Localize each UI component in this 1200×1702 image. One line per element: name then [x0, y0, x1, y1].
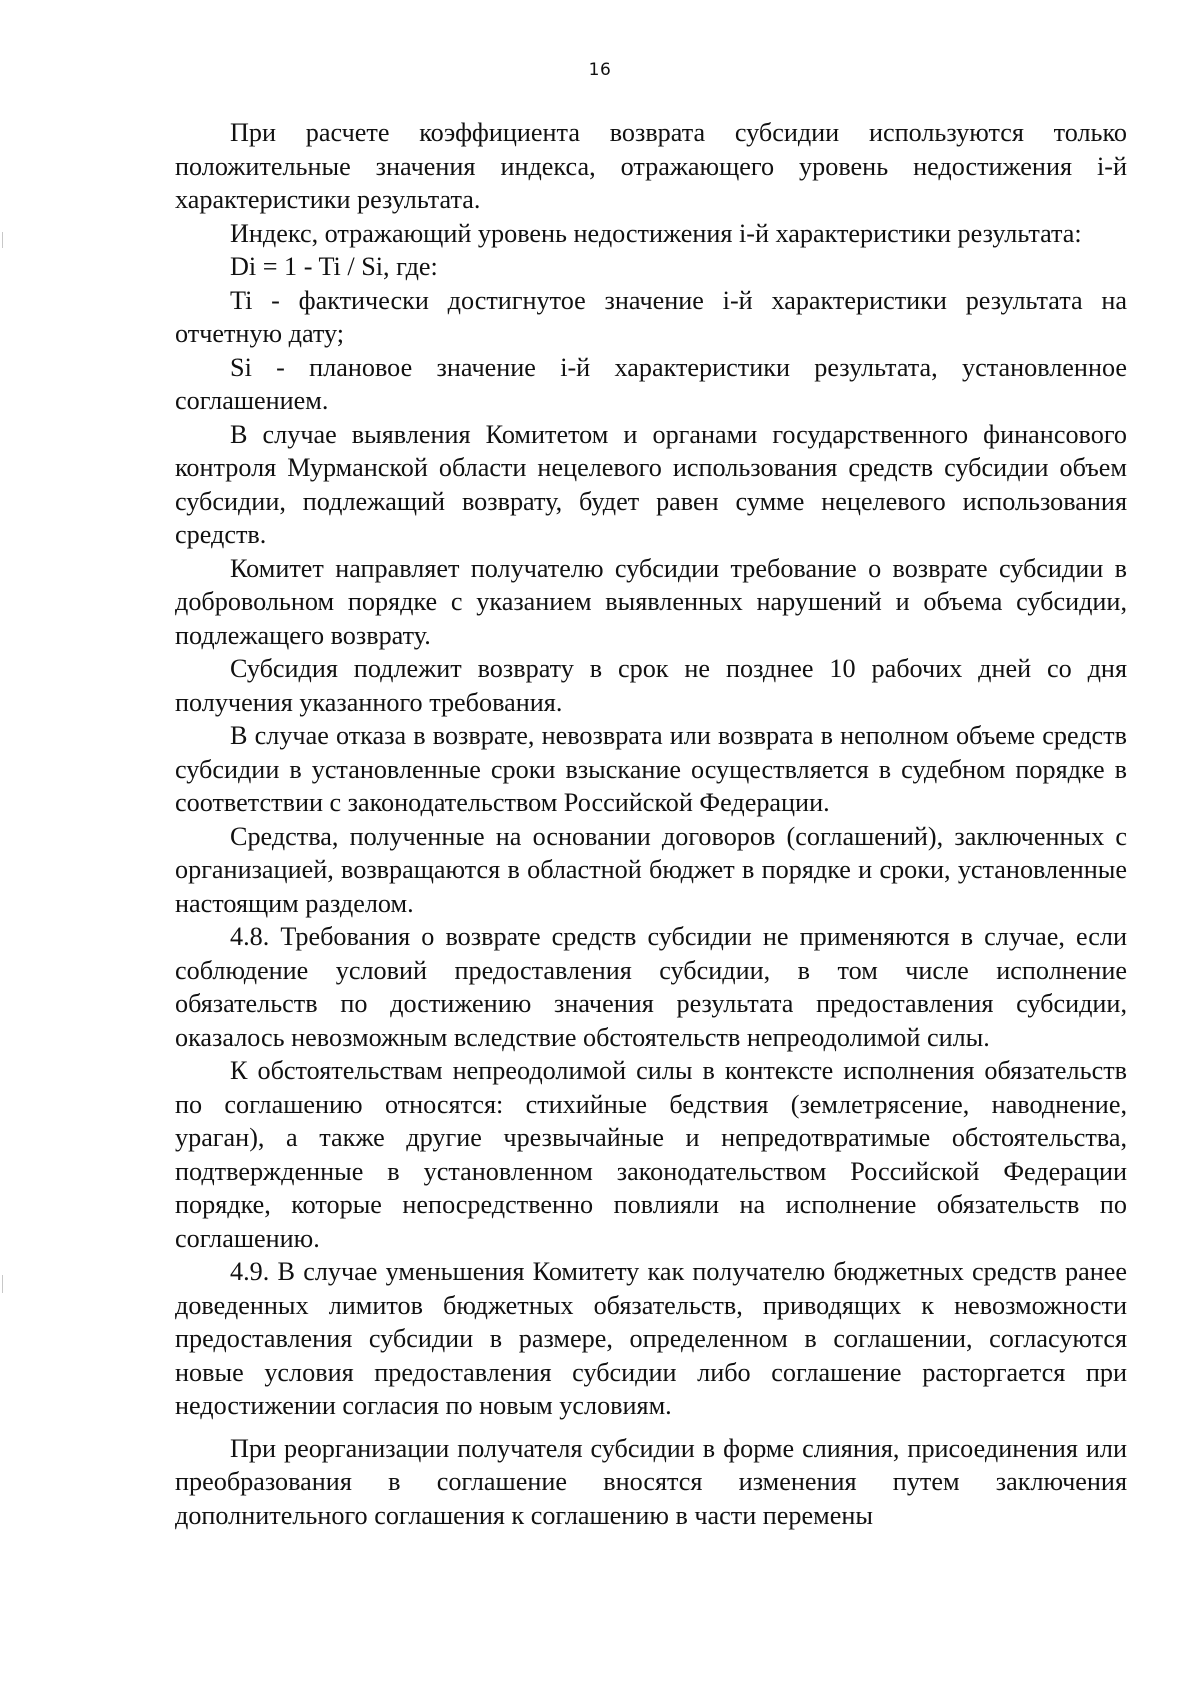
page-number: 16	[588, 60, 612, 80]
formula: Di = 1 - Ti / Si, где:	[230, 252, 438, 281]
paragraph: 4.9. В случае уменьшения Комитету как получателю бюджетных средств ранее доведенных лимитов бюджетных обязательств, приводящих к невозможности предоставления субсидии в размере, определенном в соглашении, согласуются новые условия предоставления субсидии либо соглашение расторгается при недостижении согласия по новым условиям.	[175, 1257, 1127, 1420]
paragraph: В случае отказа в возврате, невозврата или возврата в неполном объеме средств субсидии в установленные сроки взыскание осуществляется в судебном порядке в соответствии с законодательством Российской Федерации.	[175, 721, 1127, 817]
paragraph: Средства, полученные на основании договоров (соглашений), заключенных с организацией, возвращаются в областной бюджет в порядке и сроки, установленные настоящим разделом.	[175, 821, 1127, 918]
paragraph: Индекс, отражающий уровень недостижения i-й характеристики результата:	[230, 218, 1082, 248]
paragraph: 4.8. Требования о возврате средств субсидии не применяются в случае, если соблюдение условий предоставления субсидии, в том числе исполнение обязательств по достижению значения результата предоставления субсидии, оказалось невозможным вследствие обстоятельств непреодолимой силы.	[175, 922, 1127, 1052]
paragraph: К обстоятельствам непреодолимой силы в контексте исполнения обязательств по соглашению относятся: стихийные бедствия (землетрясение, наводнение, ураган), а также другие чрезвычайные и непредотвратимые обстоятельства, подтвержденные в установленном законодательством Российской Федерации порядке, которые непосредственно повлияли на исполнение обязательств по соглашению.	[175, 1056, 1127, 1253]
paragraph: Комитет направляет получателю субсидии требование о возврате субсидии в добровольном порядке с указанием выявленных нарушений и объема субсидии, подлежащего возврату.	[175, 553, 1127, 650]
paragraph: При расчете коэффициента возврата субсидии используются только положительные значения индекса, отражающего уровень недостижения i-й характеристики результата.	[175, 118, 1127, 214]
paragraph: Si - плановое значение i-й характеристики результата, установленное соглашением.	[175, 352, 1127, 415]
scan-edge-mark	[2, 232, 3, 248]
paragraph: В случае выявления Комитетом и органами государственного финансового контроля Мурманской области нецелевого использования средств субсидии объем субсидии, подлежащий возврату, будет равен сумме нецелевого использования средств.	[175, 419, 1127, 549]
paragraph: При реорганизации получателя субсидии в форме слияния, присоединения или преобразования в соглашение вносятся изменения путем заключения дополнительного соглашения к соглашению в части перемены	[175, 1433, 1127, 1530]
document-body	[175, 116, 1127, 1532]
paragraph: Субсидия подлежит возврату в срок не позднее 10 рабочих дней со дня получения указанного требования.	[175, 654, 1127, 717]
paragraph: Ti - фактически достигнутое значение i-й характеристики результата на отчетную дату;	[175, 285, 1127, 348]
scan-edge-mark	[2, 1275, 3, 1293]
